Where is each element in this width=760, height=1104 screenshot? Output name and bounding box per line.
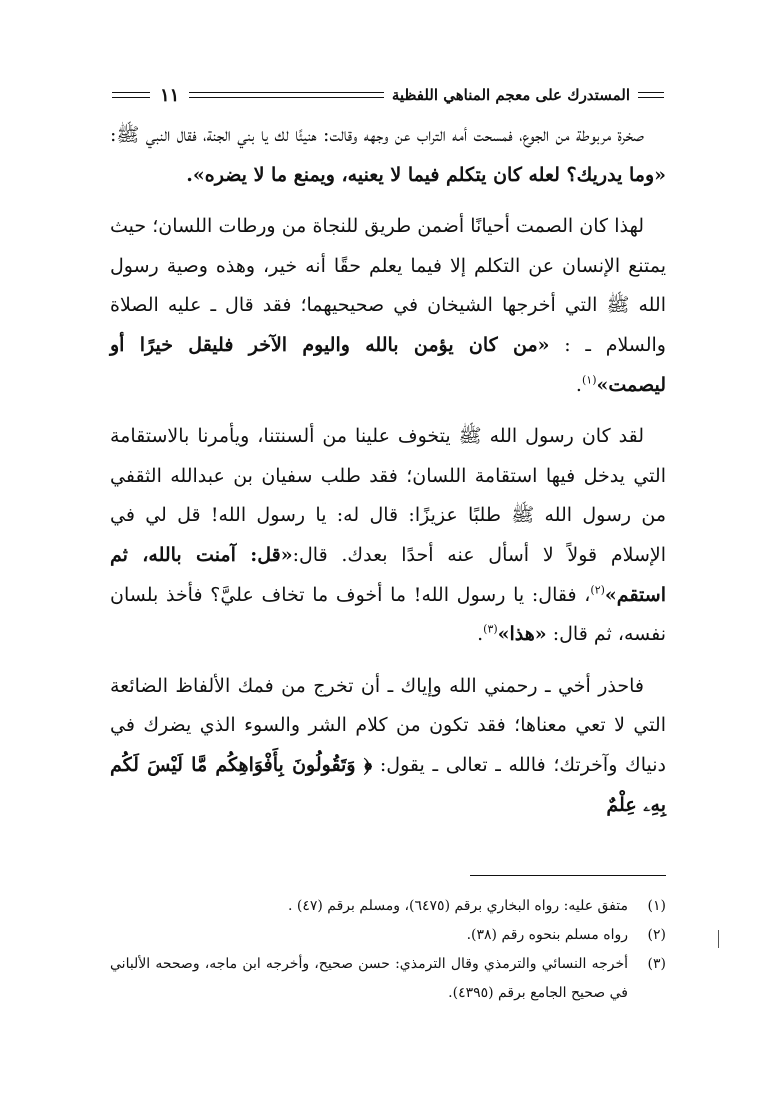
paragraph xyxy=(110,207,666,405)
text-segment: ، فقال: يا رسول الله! ما أخوف ما تخاف عليَّ؟ فأخذ بلسان نفسه، ثم قال: xyxy=(110,583,666,646)
footnote xyxy=(110,921,666,950)
footnote-separator xyxy=(470,875,666,876)
footnote-ref[interactable]: (١) xyxy=(581,373,597,387)
paragraph xyxy=(110,667,666,825)
text-segment: لقد كان رسول الله ﷺ يتخوف علينا من ألسنتنا، ويأمرنا بالاستقامة التي يدخل فيها استقامة اللسان؛ فقد طلب سفيان بن عبدالله الثقفي من رسول الله ﷺ طلبًا عزيزًا: قال له: يا رسول الله! قل لي في الإسلام قولاً لا أسأل عنه أحدًا بعدك. قال: xyxy=(110,425,667,566)
footnote-ref[interactable]: (٢) xyxy=(590,583,605,597)
footnote-number: (١) xyxy=(647,898,666,914)
quote-text: «هذا» xyxy=(497,623,547,646)
header-rule-left xyxy=(112,92,150,98)
footnote xyxy=(110,950,666,1008)
text-segment: لهذا كان الصمت أحيانًا أضمن طريق للنجاة من ورطات اللسان؛ حيث يمتنع الإنسان عن التكلم إلا فيما يعلم حقًا أنه خير، وهذه وصية رسول الله ﷺ التي أخرجها الشيخان في صحيحيهما؛ فقد قال ـ عليه الصلاة والسلام ـ : xyxy=(110,215,666,356)
quote-text: «من كان يؤمن بالله واليوم الآخر فليقل خيرًا أو ليصمت» xyxy=(110,333,666,396)
footnote-text: متفق عليه: رواه البخاري برقم (٦٤٧٥)، ومسلم برقم (٤٧) . xyxy=(287,898,628,914)
paragraph xyxy=(110,116,666,195)
text-segment: فاحذر أخي ـ رحمني الله وإياك ـ أن تخرج من فمك الألفاظ الضائعة التي لا تعي معناها؛ فقد تكون من كلام الشر والسوء الذي يضرك في دنياك وآخرتك؛ فالله ـ تعالى ـ يقول: xyxy=(110,674,666,776)
footnote-text: أخرجه النسائي والترمذي وقال الترمذي: حسن صحيح، وأخرجه ابن ماجه، وصححه الألباني في صحيح الجامع برقم (٤٣٩٥). xyxy=(110,956,628,1001)
footnote-ref[interactable]: (٣) xyxy=(483,622,498,636)
book-title: المستدرك على معجم المناهي اللفظية xyxy=(391,86,630,104)
page-number: ١١ xyxy=(160,84,180,106)
quote-text: «قل: آمنت بالله، ثم استقم» xyxy=(110,543,666,606)
footnote-number: (٣) xyxy=(647,956,666,972)
margin-mark xyxy=(718,930,719,948)
main-text xyxy=(110,116,666,825)
quote-text: ﴿ وَتَقُولُونَ بِأَفْوَاهِكُم مَّا لَيْسَ لَكُم بِهِۦ عِلْمٌ xyxy=(110,753,666,816)
text-segment: صخرة مربوطة من الجوع، فمسحت أمه التراب عن وجهه وقالت: هنيئًا لك يا بني الجنة، فقال النبي ﷺ: xyxy=(110,124,644,146)
header-rule-middle xyxy=(189,92,384,98)
header-rule-right xyxy=(638,92,664,98)
text-segment: . xyxy=(477,623,484,646)
footnote-text: رواه مسلم بنحوه رقم (٣٨). xyxy=(466,927,628,943)
footnote-number: (٢) xyxy=(647,927,666,943)
quote-text: «وما يدريك؟ لعله كان يتكلم فيما لا يعنيه، ويمنع ما لا يضره». xyxy=(186,163,666,186)
footnotes xyxy=(110,892,666,1008)
paragraph xyxy=(110,417,666,655)
footnote xyxy=(110,892,666,921)
text-segment: . xyxy=(575,373,582,396)
running-header xyxy=(112,82,664,108)
